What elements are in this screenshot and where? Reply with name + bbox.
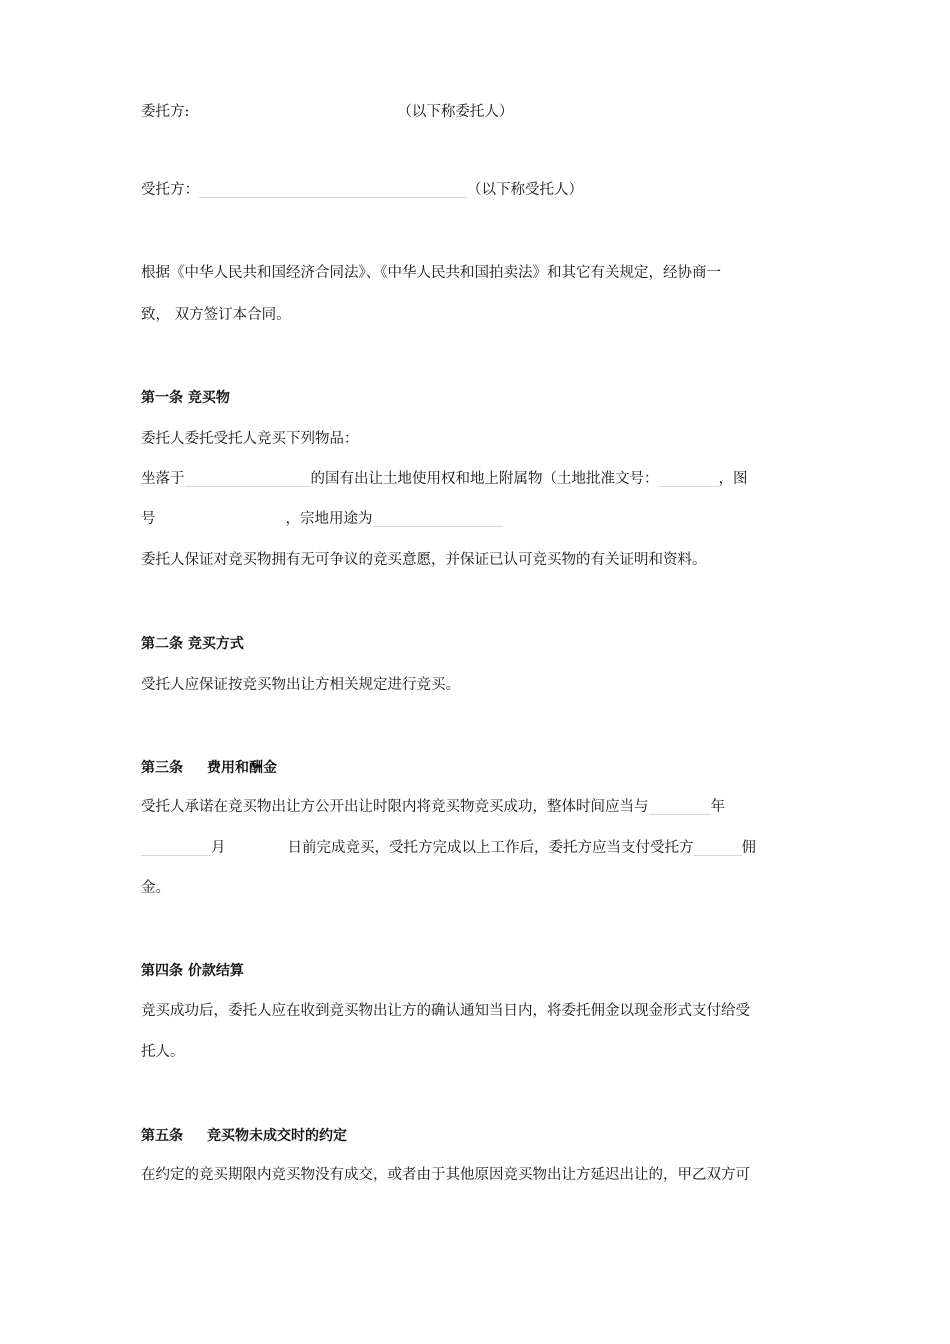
year-blank[interactable] <box>649 800 711 815</box>
article4-p2: 托人。 <box>141 1044 185 1060</box>
article2-p1: 受托人应保证按竞买物出让方相关规定进行竞买。 <box>141 677 460 693</box>
article3-heading-title: 费用和酬金 <box>207 760 277 776</box>
article3-p2 <box>141 838 756 858</box>
commission-blank[interactable] <box>694 841 742 856</box>
article3-p2-a: 月 <box>211 840 226 856</box>
article3-p2-c: 佣 <box>741 840 756 856</box>
article1-p2 <box>141 469 748 489</box>
article3-p3: 金。 <box>141 880 170 896</box>
client-line <box>141 102 513 122</box>
approval-number-blank[interactable] <box>659 472 719 487</box>
article3-p1-b: 年 <box>710 799 725 815</box>
preamble-line-1: 根据《中华人民共和国经济合同法》、《中华人民共和国拍卖法》和其它有关规定，经协商一 <box>141 265 721 281</box>
article1-p2-a: 坐落于 <box>141 471 185 487</box>
article1-p3-a: 号 <box>141 511 156 527</box>
article1-p4: 委托人保证对竞买物拥有无可争议的竞买意愿，并保证已认可竞买物的有关证明和资料。 <box>141 552 707 568</box>
article4-heading: 第四条 价款结算 <box>141 963 244 979</box>
article3-p1 <box>141 797 725 817</box>
article5-heading <box>141 1126 347 1146</box>
agent-suffix: （以下称受托人） <box>467 182 583 198</box>
agent-line <box>141 180 583 200</box>
article2-heading: 第二条 竞买方式 <box>141 636 244 652</box>
location-blank[interactable] <box>185 472 311 487</box>
article1-p2-c: ，图 <box>718 471 748 487</box>
article1-p3 <box>141 509 503 529</box>
article5-heading-title: 竞买物未成交时的约定 <box>207 1128 347 1144</box>
article5-p1: 在约定的竞买期限内竞买物没有成交，或者由于其他原因竞买物出让方延迟出让的，甲乙双方可 <box>141 1167 750 1183</box>
article3-heading-num: 第三条 <box>141 760 183 776</box>
article1-p1: 委托人委托受托人竞买下列物品： <box>141 431 359 447</box>
agent-label: 受托方： <box>141 182 199 198</box>
client-suffix: （以下称委托人） <box>397 104 514 120</box>
article1-heading: 第一条 竞买物 <box>141 390 230 406</box>
article4-p1: 竞买成功后，委托人应在收到竞买物出让方的确认通知当日内，将委托佣金以现金形式支付给受 <box>141 1003 750 1019</box>
land-use-blank[interactable] <box>373 512 503 527</box>
article3-p2-b: 日前完成竞买，受托方完成以上工作后，委托方应当支付受托方 <box>287 840 694 856</box>
article1-p2-b: 的国有出让土地使用权和地上附属物（土地批准文号： <box>310 471 659 487</box>
article3-p1-a: 受托人承诺在竞买物出让方公开出让时限内将竞买物竞买成功，整体时间应当与 <box>141 799 649 815</box>
client-label: 委托方: <box>141 104 190 120</box>
article5-heading-num: 第五条 <box>141 1128 183 1144</box>
article3-heading <box>141 758 277 778</box>
article1-p3-b: ，宗地用途为 <box>285 511 373 527</box>
month-blank[interactable] <box>141 841 211 856</box>
preamble-line-2: 致， 双方签订本合同。 <box>141 307 291 323</box>
agent-blank[interactable] <box>199 183 467 198</box>
